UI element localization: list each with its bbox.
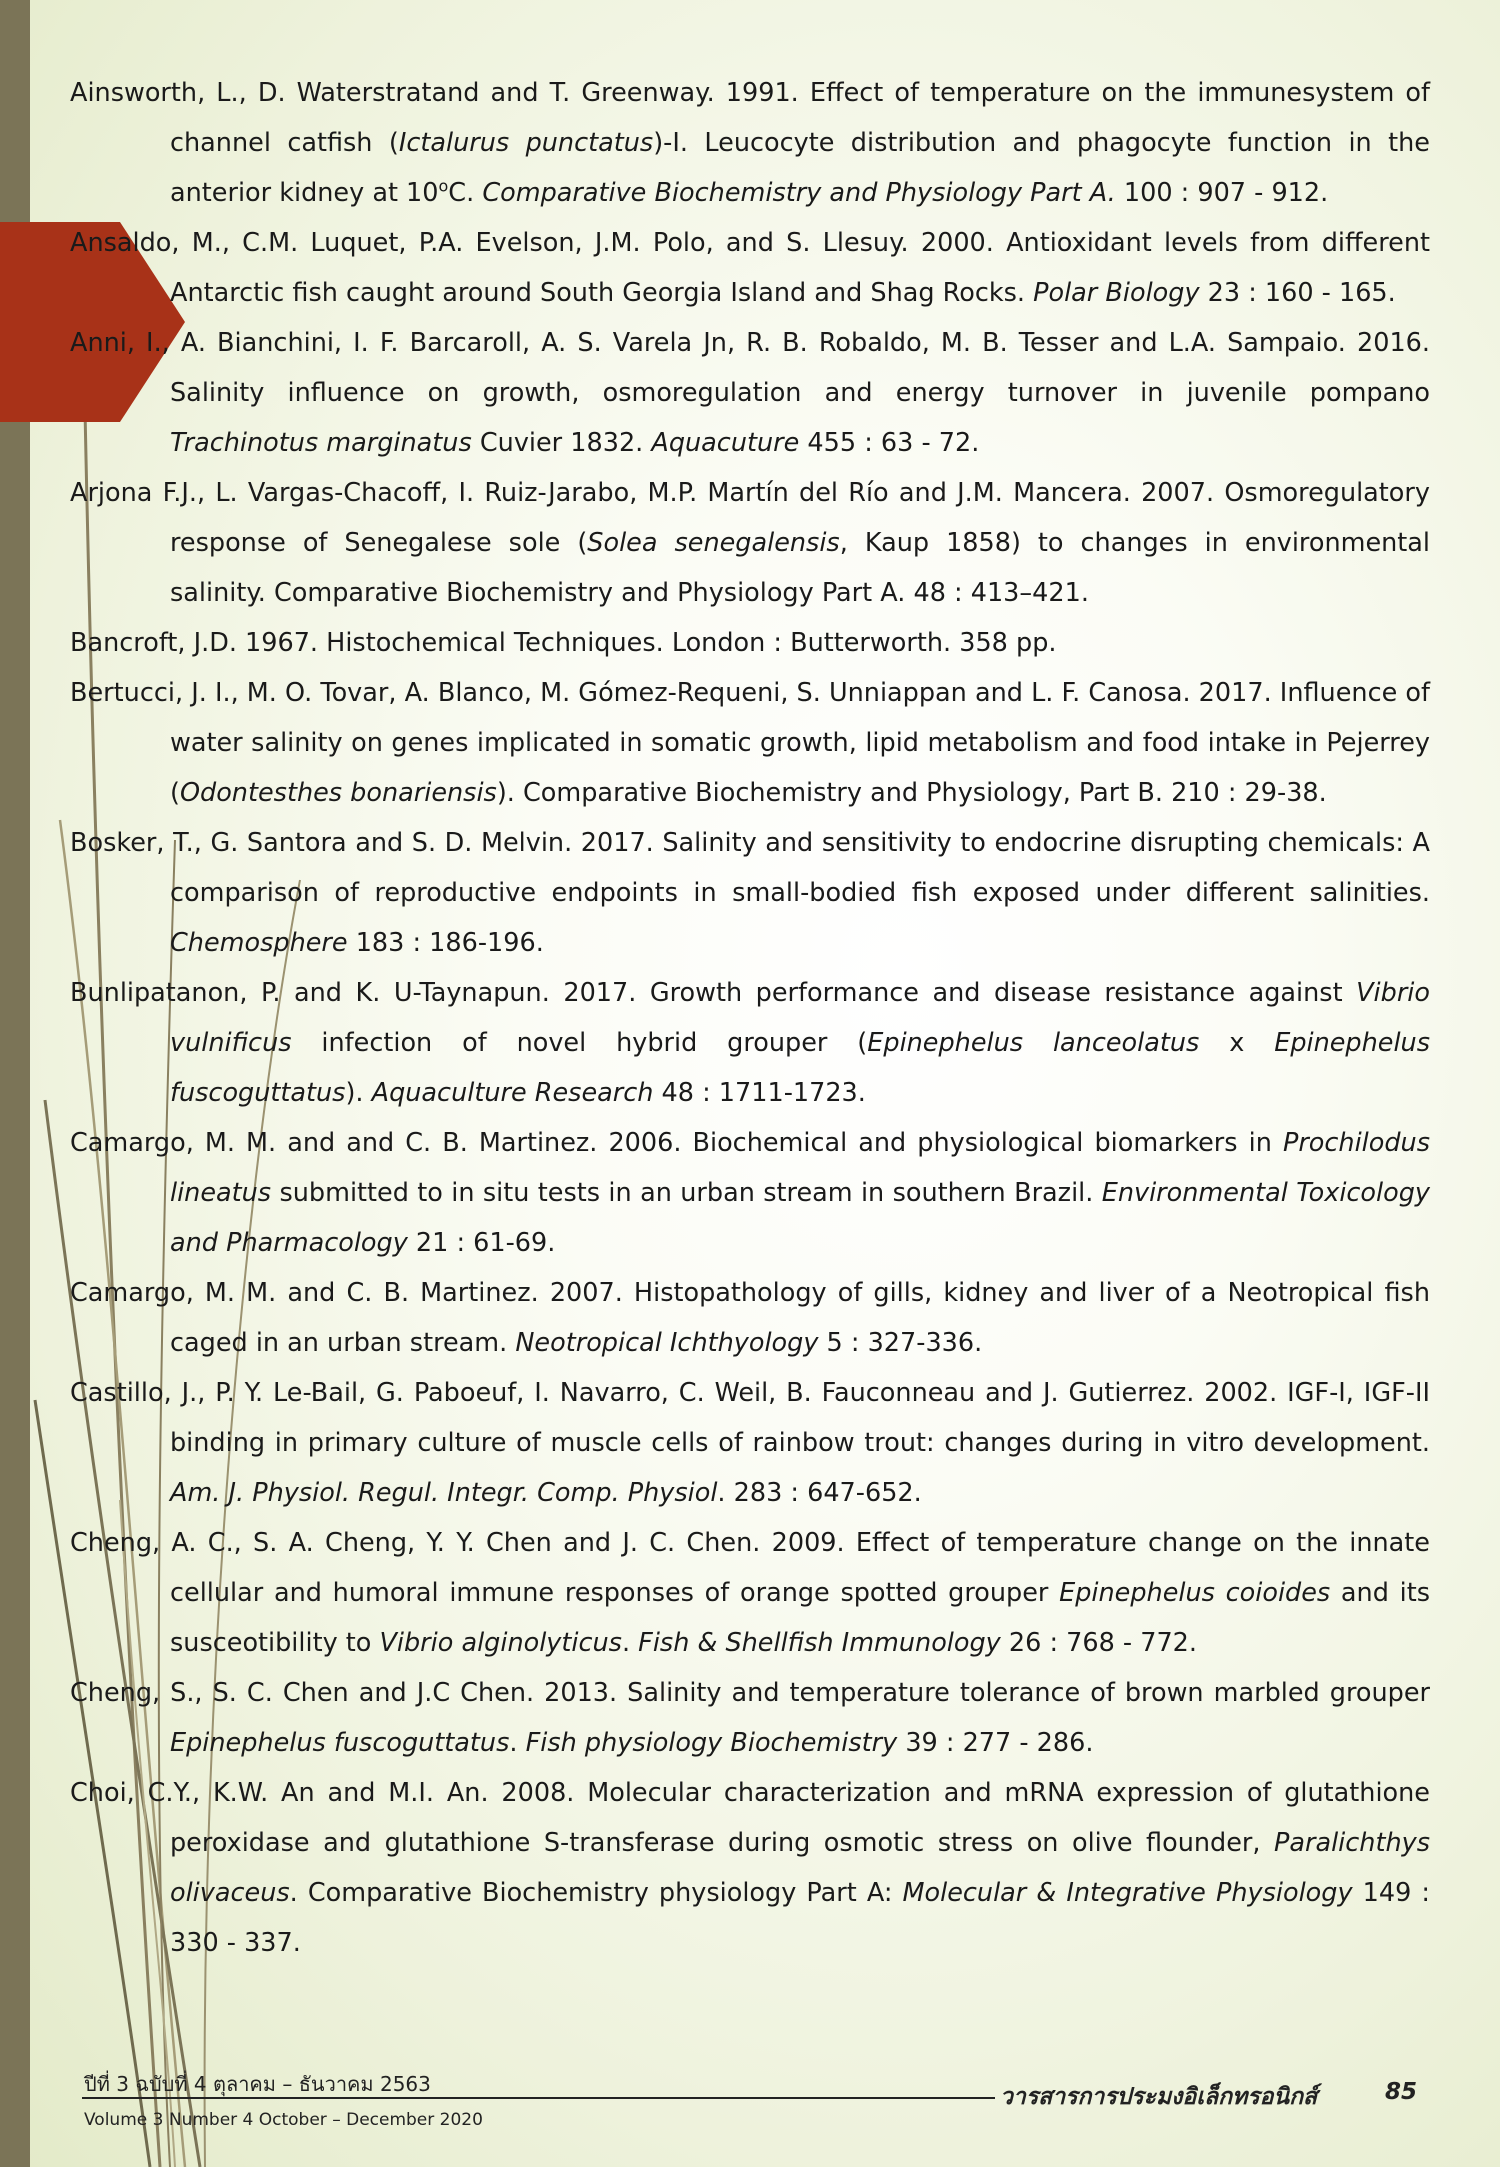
reference-text: Bosker, T., G. Santora and S. D. Melvin. 2017. Salinity and sensitivity to endocrine disrupting chemicals: A comparison of reproductive endpoints in small-bodied fish exposed under different salinities. — [70, 828, 1430, 908]
italic-text: Am. J. Physiol. Regul. Integr. Comp. Physiol — [170, 1478, 718, 1508]
reference-text: Camargo, M. M. and C. B. Martinez. 2007. Histopathology of gills, kidney and liver of a Neotropical fish caged in an urban stream. — [70, 1278, 1430, 1358]
reference-text: 23 : 160 - 165. — [1199, 278, 1396, 308]
reference-text: 26 : 768 - 772. — [1000, 1628, 1197, 1658]
italic-text: Aquacuture — [651, 428, 800, 458]
reference-entry — [70, 1768, 1430, 1968]
reference-text: 183 : 186-196. — [347, 928, 544, 958]
italic-text: Odontesthes bonariensis — [179, 778, 497, 808]
footer-journal-name: วารสารการประมงอิเล็กทรอนิกส์ — [1000, 2084, 1318, 2110]
reference-text: , Kaup 1858) to changes in environmental salinity. Comparative Biochemistry and Physiology Part A. 48 : 413–421. — [170, 528, 1430, 608]
reference-text: Bunlipatanon, P. and K. U-Taynapun. 2017. Growth performance and disease resistance against — [70, 978, 1357, 1008]
reference-text: 48 : 1711-1723. — [653, 1078, 866, 1108]
reference-entry — [70, 618, 1430, 668]
italic-text: Chemosphere — [170, 928, 348, 958]
reference-text: 100 : 907 - 912. — [1115, 178, 1329, 208]
reference-text: 149 : 330 - 337. — [170, 1878, 1431, 1958]
italic-text: Paralichthys olivaceus — [170, 1828, 1430, 1908]
reference-text: 455 : 63 - 72. — [799, 428, 980, 458]
superscript: o — [438, 176, 449, 196]
italic-text: Vibrio alginolyticus — [379, 1628, 622, 1658]
italic-text: Epinephelus fuscoguttatus — [170, 1728, 510, 1758]
italic-text: Fish physiology Biochemistry — [525, 1728, 898, 1758]
italic-text: Neotropical Ichthyology — [515, 1328, 819, 1358]
reference-list — [70, 68, 1430, 1968]
reference-text: Cuvier 1832. — [471, 428, 652, 458]
reference-text: . — [509, 1728, 526, 1758]
reference-entry — [70, 968, 1430, 1118]
reference-text: Castillo, J., P. Y. Le-Bail, G. Paboeuf, I. Navarro, C. Weil, B. Fauconneau and J. Gutierrez. 2002. IGF-I, IGF-II binding in primary culture of muscle cells of rainbow trout: changes during in vitro development. — [70, 1378, 1430, 1458]
reference-entry — [70, 468, 1430, 618]
reference-text: )-I. Leucocyte distribution and phagocyte function in the anterior kidney at 10 — [170, 128, 1430, 208]
reference-text: C. — [448, 178, 483, 208]
reference-text: ). Comparative Biochemistry and Physiology, Part B. 210 : 29-38. — [496, 778, 1327, 808]
reference-text: Bancroft, J.D. 1967. Histochemical Techniques. London : Butterworth. 358 pp. — [70, 628, 1057, 658]
reference-text: and its susceotibility to — [170, 1578, 1430, 1658]
reference-text: Choi, C.Y., K.W. An and M.I. An. 2008. Molecular characterization and mRNA expression of glutathione peroxidase and glutathione S-transferase during osmotic stress on olive flounder, — [70, 1778, 1430, 1858]
footer-issue-english: Volume 3 Number 4 October – December 2020 — [84, 2110, 483, 2130]
reference-entry — [70, 1368, 1430, 1518]
reference-text: Bertucci, J. I., M. O. Tovar, A. Blanco, M. Gómez-Requeni, S. Unniappan and L. F. Canosa. 2017. Influence of water salinity on genes implicated in somatic growth, lipid metabolism and food intake in Pejerrey ( — [70, 678, 1430, 808]
reference-text: Cheng, A. C., S. A. Cheng, Y. Y. Chen and J. C. Chen. 2009. Effect of temperature change on the innate cellular and humoral immune responses of orange spotted grouper — [70, 1528, 1430, 1608]
reference-text: x — [1199, 1028, 1275, 1058]
reference-entry — [70, 1518, 1430, 1668]
italic-text: Prochilodus lineatus — [170, 1128, 1430, 1208]
reference-entry — [70, 818, 1430, 968]
reference-text: Arjona F.J., L. Vargas-Chacoff, I. Ruiz-Jarabo, M.P. Martín del Río and J.M. Mancera. 2007. Osmoregulatory response of Senegalese sole ( — [70, 478, 1430, 558]
reference-entry — [70, 1668, 1430, 1768]
italic-text: Environmental Toxicology and Pharmacology — [170, 1178, 1430, 1258]
reference-text: 21 : 61-69. — [407, 1228, 556, 1258]
italic-text: Comparative Biochemistry and Physiology Part A. — [482, 178, 1116, 208]
reference-entry — [70, 218, 1430, 318]
reference-text: . — [621, 1628, 639, 1658]
reference-text: 39 : 277 - 286. — [897, 1728, 1094, 1758]
italic-text: Ictalurus punctatus — [398, 128, 654, 158]
italic-text: Fish & Shellfish Immunology — [638, 1628, 1001, 1658]
italic-text: Trachinotus marginatus — [170, 428, 472, 458]
reference-text: Ainsworth, L., D. Waterstratand and T. Greenway. 1991. Effect of temperature on the immunesystem of channel catfish ( — [70, 78, 1430, 158]
italic-text: Polar Biology — [1033, 278, 1200, 308]
reference-text: ). — [345, 1078, 372, 1108]
reference-text: Cheng, S., S. C. Chen and J.C Chen. 2013. Salinity and temperature tolerance of brown marbled grouper — [70, 1678, 1430, 1708]
italic-text: Epinephelus lanceolatus — [867, 1028, 1200, 1058]
italic-text: Epinephelus fuscoguttatus — [170, 1028, 1431, 1108]
reference-text: Ansaldo, M., C.M. Luquet, P.A. Evelson, J.M. Polo, and S. Llesuy. 2000. Antioxidant levels from different Antarctic fish caught around South Georgia Island and Shag Rocks. — [70, 228, 1430, 308]
italic-text: Epinephelus coioides — [1059, 1578, 1331, 1608]
footer-issue-thai: ปีที่ 3 ฉบับที่ 4 ตุลาคม – ธันวาคม 2563 — [84, 2072, 431, 2096]
reference-entry — [70, 1268, 1430, 1368]
reference-text: Anni, I., A. Bianchini, I. F. Barcaroll, A. S. Varela Jn, R. B. Robaldo, M. B. Tesser and L.A. Sampaio. 2016. Salinity influence on growth, osmoregulation and energy turnover in juvenile pompano — [70, 328, 1430, 408]
reference-text: . Comparative Biochemistry physiology Part A: — [289, 1878, 903, 1908]
reference-text: infection of novel hybrid grouper ( — [291, 1028, 868, 1058]
reference-text: 5 : 327-336. — [818, 1328, 983, 1358]
italic-text: Aquaculture Research — [371, 1078, 654, 1108]
reference-entry — [70, 318, 1430, 468]
italic-text: Vibrio vulnificus — [170, 978, 1430, 1058]
reference-entry — [70, 68, 1430, 218]
italic-text: Molecular & Integrative Physiology — [902, 1878, 1353, 1908]
footer-rule — [82, 2097, 995, 2099]
italic-text: Solea senegalensis — [587, 528, 840, 558]
reference-text: submitted to in situ tests in an urban stream in southern Brazil. — [271, 1178, 1102, 1208]
reference-entry — [70, 1118, 1430, 1268]
reference-entry — [70, 668, 1430, 818]
reference-text: . 283 : 647-652. — [717, 1478, 922, 1508]
reference-text: Camargo, M. M. and and C. B. Martinez. 2006. Biochemical and physiological biomarkers in — [70, 1128, 1283, 1158]
page-number: 85 — [1385, 2079, 1418, 2105]
